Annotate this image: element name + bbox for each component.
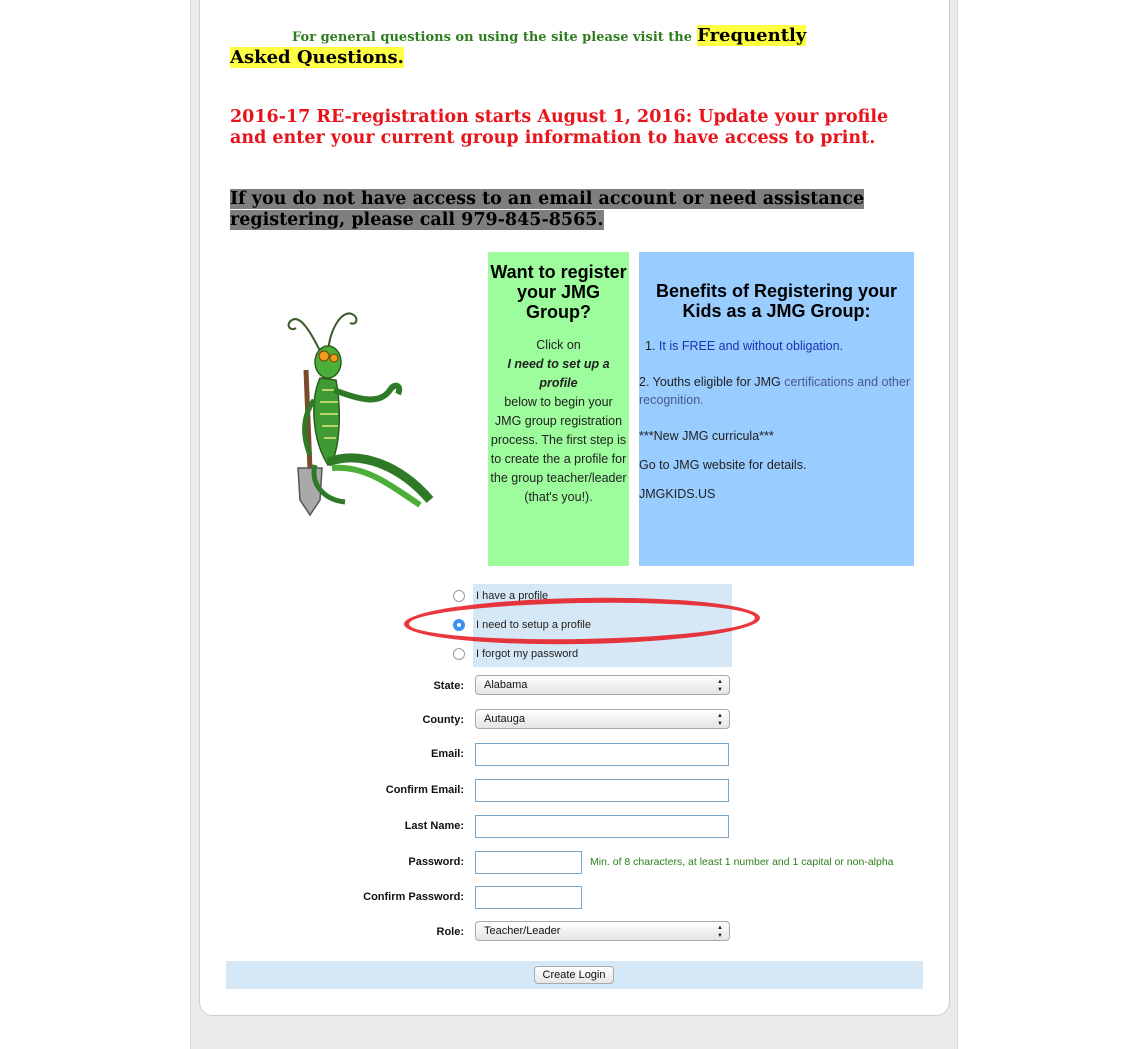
select-arrows-icon: ▲ ▼	[717, 925, 723, 939]
select-arrows-icon: ▲ ▼	[717, 679, 723, 693]
confirm-email-field[interactable]	[475, 779, 729, 802]
faq-notice	[230, 26, 850, 68]
role-label: Role:	[436, 926, 464, 938]
email-field[interactable]	[475, 743, 729, 766]
register-body: below to begin your JMG group registration process. The first step is to create the a profile for the group teacher/leader (that's you!).	[490, 395, 627, 504]
create-login-button[interactable]: Create Login	[534, 966, 614, 984]
radio-option-forgot-password[interactable]	[453, 644, 578, 664]
faq-prefix: For general questions on using the site please visit the	[292, 30, 693, 45]
password-label: Password:	[408, 856, 464, 868]
curricula-note: ***New JMG curricula***	[639, 429, 774, 443]
last-name-label: Last Name:	[404, 820, 464, 832]
county-label: County:	[422, 714, 464, 726]
assistance-text: If you do not have access to an email account or need assistance registering, please call 979-845-8565.	[230, 189, 865, 230]
faq-link[interactable]: Frequently Asked Questions.	[230, 25, 807, 68]
radio-button[interactable]	[453, 648, 465, 660]
state-selected-value: Alabama	[484, 679, 528, 691]
county-select[interactable]	[475, 709, 730, 729]
county-selected-value: Autauga	[484, 713, 525, 725]
benefit-item-2-prefix: 2. Youths eligible for JMG	[639, 375, 781, 389]
password-hint: Min. of 8 characters, at least 1 number and 1 capital or non-alpha	[590, 856, 894, 868]
radio-label: I need to setup a profile	[476, 619, 591, 631]
password-field[interactable]	[475, 851, 582, 874]
radio-button[interactable]	[453, 590, 465, 602]
confirm-email-label: Confirm Email:	[385, 784, 464, 796]
grasshopper-mascot-image	[270, 290, 460, 530]
register-box-text	[490, 336, 627, 507]
benefits-title: Benefits of Registering your Kids as a JMG Group:	[655, 281, 898, 321]
reregistration-notice: 2016-17 RE-registration starts August 1, 2016: Update your profile and enter your current group information to have access to print.	[230, 107, 889, 148]
register-emphasis: I need to set up a profile	[507, 357, 610, 390]
benefit-item-2-link[interactable]: certifications and other recognition.	[639, 375, 910, 407]
benefit-item-1-number: 1.	[645, 339, 656, 353]
state-label: State:	[433, 680, 464, 692]
radio-label: I forgot my password	[476, 648, 579, 660]
radio-label: I have a profile	[476, 590, 549, 602]
select-arrows-icon: ▲ ▼	[717, 713, 723, 727]
confirm-password-label: Confirm Password:	[363, 891, 464, 903]
last-name-field[interactable]	[475, 815, 729, 838]
website-note: Go to JMG website for details.	[639, 458, 807, 472]
benefit-item-1-text: It is FREE and without obligation.	[658, 339, 844, 353]
benefit-item-2	[639, 373, 914, 409]
register-box-title: Want to register your JMG Group?	[490, 262, 627, 322]
email-label: Email:	[430, 748, 464, 760]
website-url: JMGKIDS.US	[639, 487, 716, 501]
role-select[interactable]	[475, 921, 730, 941]
register-click-on: Click on	[536, 338, 581, 352]
benefits-box	[639, 252, 914, 566]
benefit-item-1	[639, 337, 914, 355]
assistance-notice	[230, 189, 870, 231]
state-select[interactable]	[475, 675, 730, 695]
register-info-box	[488, 252, 629, 566]
role-selected-value: Teacher/Leader	[484, 925, 561, 937]
confirm-password-field[interactable]	[475, 886, 582, 909]
